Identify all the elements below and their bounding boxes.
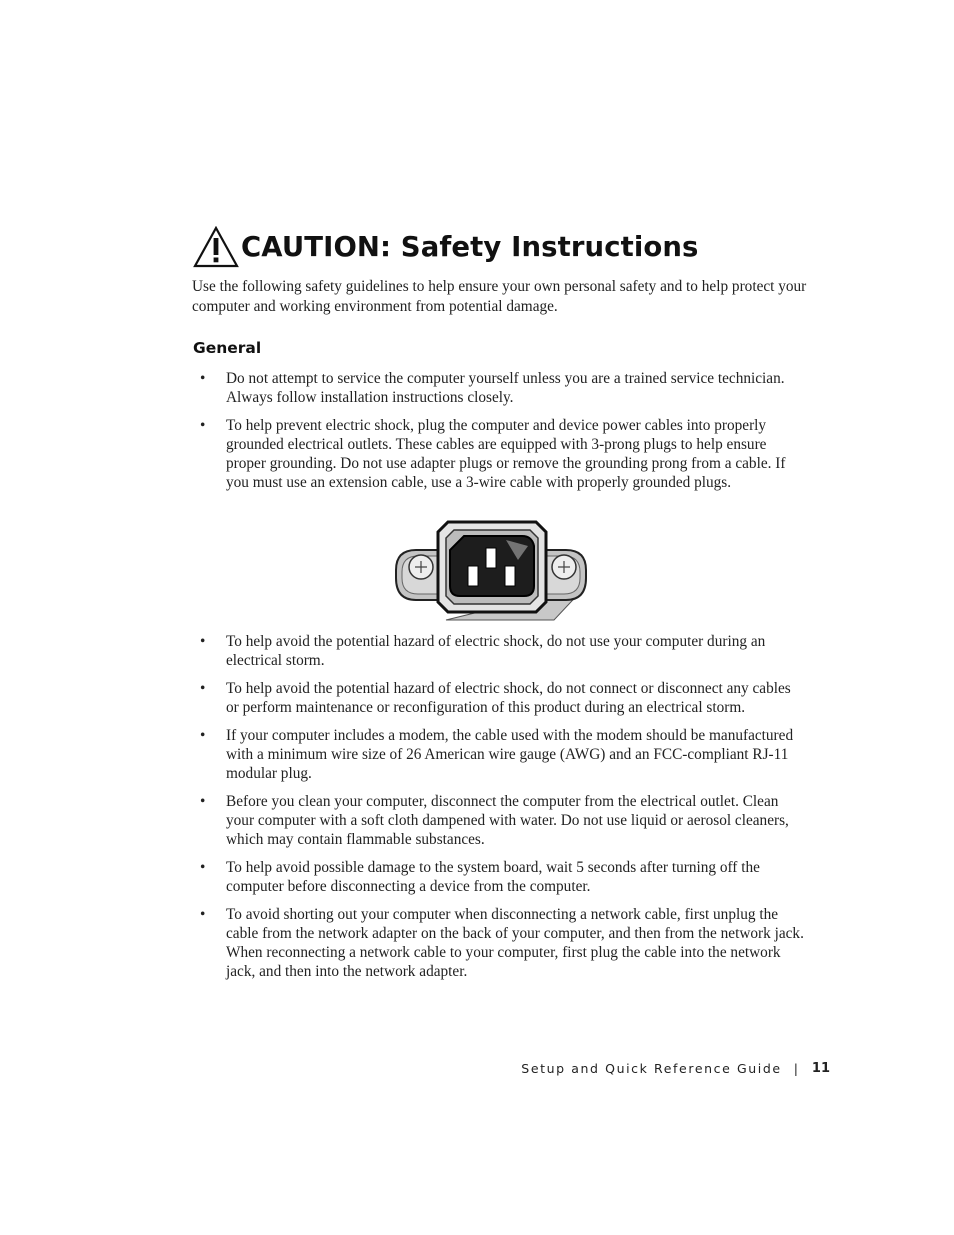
intro-paragraph: Use the following safety guidelines to help ensure your own personal safety and to help protect your computer and working environment from potential damage. — [192, 278, 807, 315]
footer-separator: | — [793, 1061, 798, 1076]
page-title: CAUTION: Safety Instructions — [241, 231, 699, 263]
list-item: • To help avoid the potential hazard of electric shock, do not use your computer during an electrical storm. — [200, 633, 766, 669]
list-item-text: To help avoid possible damage to the system board, wait 5 seconds after turning off the computer before disconnecting a device from the computer. — [226, 859, 760, 895]
list-item: • Before you clean your computer, disconnect the computer from the electrical outlet. Clean your computer with a soft cloth dampened with water. Do not use liquid or aerosol cleaners, which may contain flammable substances. — [200, 793, 789, 848]
footer-guide-title: Setup and Quick Reference Guide — [521, 1061, 782, 1076]
list-item-text: To avoid shorting out your computer when disconnecting a network cable, first unplug the cable from the network adapter on the back of your computer, and then from the network jack. When reconnecting a network cable to your computer, first plug the cable into the network jack, and then into the network adapter. — [226, 906, 804, 980]
list-item-text: To help avoid the potential hazard of electric shock, do not connect or disconnect any cables or perform maintenance or reconfiguration of this product during an electrical storm. — [226, 680, 791, 716]
list-item: • To help avoid the potential hazard of electric shock, do not connect or disconnect any cables or perform maintenance or reconfiguration of this product during an electrical storm. — [200, 680, 791, 716]
list-item: • To avoid shorting out your computer when disconnecting a network cable, first unplug the cable from the network adapter on the back of your computer, and then from the network jack. When reconnecting a network cable to your computer, first plug the cable into the network jack, and then into the network adapter. — [200, 906, 804, 980]
section-heading-general: General — [193, 339, 262, 357]
caution-triangle-icon — [193, 226, 239, 268]
page-footer — [521, 1061, 830, 1076]
page-number: 11 — [811, 1061, 830, 1076]
list-item-text: If your computer includes a modem, the cable used with the modem should be manufactured with a minimum wire size of 26 American wire gauge (AWG) and an FCC-compliant RJ-11 modular plug. — [226, 727, 794, 782]
bullet-list-before-figure — [200, 369, 805, 501]
list-item: • To help avoid possible damage to the system board, wait 5 seconds after turning off the computer before disconnecting a device from the computer. — [200, 859, 760, 895]
three-prong-power-connector-icon — [394, 520, 588, 626]
list-item: • Do not attempt to service the computer yourself unless you are a trained service technician. Always follow installation instructions closely. — [200, 370, 785, 406]
page-title-row — [193, 226, 699, 268]
list-item-text: To help prevent electric shock, plug the computer and device power cables into properly grounded electrical outlets. These cables are equipped with 3-prong plugs to help ensure proper grounding. Do not use adapter plugs or remove the grounding prong from a cable. If you must use an extension cable, use a 3-wire cable with properly grounded plugs. — [226, 417, 786, 491]
list-item: • If your computer includes a modem, the cable used with the modem should be manufactured with a minimum wire size of 26 American wire gauge (AWG) and an FCC-compliant RJ-11 modular plug. — [200, 727, 794, 782]
list-item-text: Before you clean your computer, disconnect the computer from the electrical outlet. Clean your computer with a soft cloth dampened with water. Do not use liquid or aerosol cleaners, which may contain flammable substances. — [226, 793, 789, 848]
list-item: • To help prevent electric shock, plug the computer and device power cables into properly grounded electrical outlets. These cables are equipped with 3-prong plugs to help ensure proper grounding. Do not use adapter plugs or remove the grounding prong from a cable. If you must use an extension cable, use a 3-wire cable with properly grounded plugs. — [200, 417, 786, 491]
bullet-list-after-figure — [200, 632, 805, 990]
list-item-text: Do not attempt to service the computer yourself unless you are a trained service technician. Always follow installation instructions closely. — [226, 370, 785, 406]
list-item-text: To help avoid the potential hazard of electric shock, do not use your computer during an electrical storm. — [226, 633, 766, 669]
